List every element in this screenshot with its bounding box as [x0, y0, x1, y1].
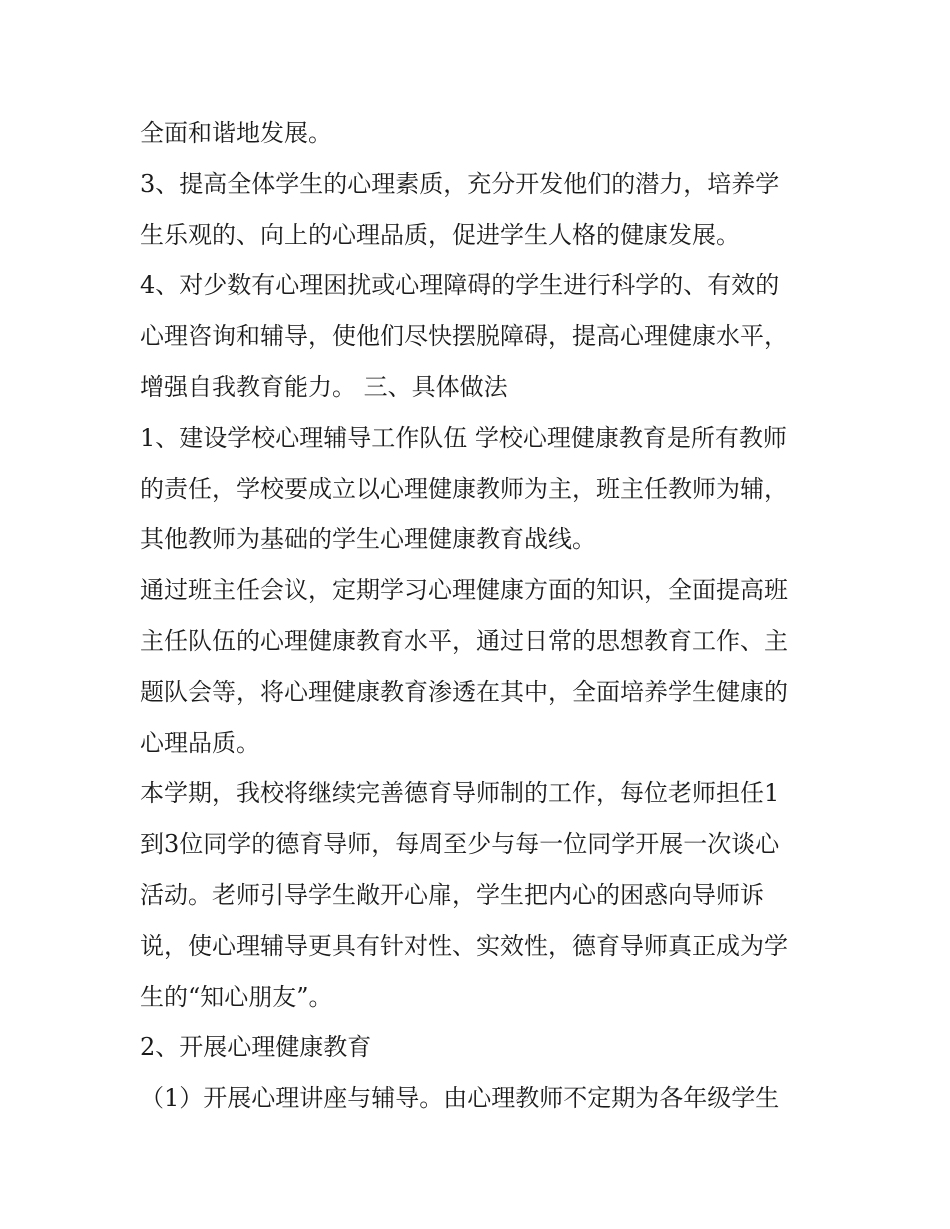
text-line: 本学期，我校将继续完善德育导师制的工作，每位老师担任1	[140, 779, 780, 808]
text-line: 1、建设学校心理辅导工作队伍 学校心理健康教育是所有教师	[140, 423, 787, 452]
text-line: （1）开展心理讲座与辅导。由心理教师不定期为各年级学生	[140, 1084, 780, 1113]
text-line: 生的“知心朋友”。	[140, 982, 333, 1011]
text-line: 增强自我教育能力。 三、具体做法	[140, 372, 508, 401]
text-line: 活动。老师引导学生敞开心扉，学生把内心的困惑向导师诉	[140, 880, 764, 909]
text-line: 心理咨询和辅导，使他们尽快摆脱障碍，提高心理健康水平，	[140, 322, 788, 351]
text-line: 生乐观的、向上的心理品质，促进学生人格的健康发展。	[140, 220, 740, 249]
text-line: 说，使心理辅导更具有针对性、实效性，德育导师真正成为学	[140, 931, 788, 960]
text-line: 全面和谐地发展。	[140, 119, 332, 147]
text-line: 2、开展心理健康教育	[140, 1033, 372, 1062]
document-body	[140, 108, 830, 1124]
text-line: 主任队伍的心理健康教育水平，通过日常的思想教育工作、主	[140, 626, 788, 655]
text-line: 其他教师为基础的学生心理健康教育战线。	[140, 525, 596, 554]
text-line: 题队会等，将心理健康教育渗透在其中，全面培养学生健康的	[140, 677, 788, 706]
text-line: 4、对少数有心理困扰或心理障碍的学生进行科学的、有效的	[140, 271, 780, 300]
text-line: 的责任，学校要成立以心理健康教师为主，班主任教师为辅，	[140, 474, 788, 503]
text-line: 到3位同学的德育导师，每周至少与每一位同学开展一次谈心	[140, 830, 780, 859]
text-line: 通过班主任会议，定期学习心理健康方面的知识，全面提高班	[140, 576, 788, 605]
text-line: 心理品质。	[140, 728, 260, 757]
text-line: 3、提高全体学生的心理素质，充分开发他们的潜力，培养学	[140, 169, 780, 198]
